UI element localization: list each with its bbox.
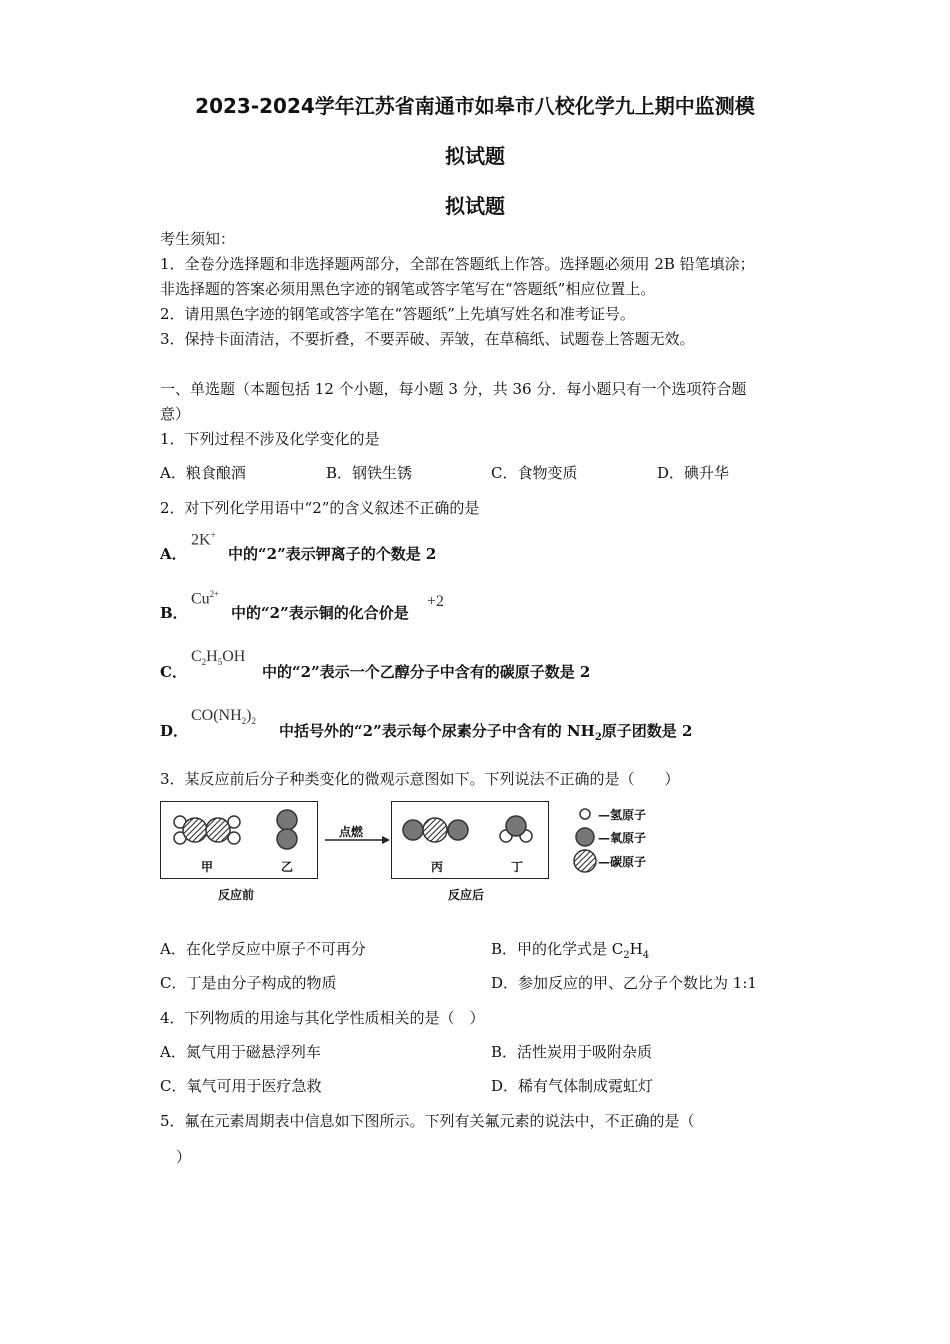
after-label: 反应后 xyxy=(448,888,485,902)
q4-option-b: B．活性炭用于吸附杂质 xyxy=(491,1043,653,1061)
notice-item-3: 3．保持卡面清洁，不要折叠，不要弄破、弄皱，在草稿纸、试题卷上答题无效。 xyxy=(160,330,695,348)
notice-item-1: 1．全卷分选择题和非选择题两部分，全部在答题纸上作答。选择题必须用 2B 铅笔填涂； xyxy=(160,255,755,273)
q2-d-formula: $CO(NH_2)_2$ xyxy=(191,707,256,727)
notice-item-1-cont: 非选择题的答案必须用黑色字迹的钢笔或答字笔写在“答题纸”相应位置上。 xyxy=(160,280,656,298)
exam-title-continued: 拟试题 xyxy=(445,144,505,168)
atom-legend xyxy=(574,809,596,872)
q2-option-b-label: B． xyxy=(160,604,188,622)
q4-option-a: A．氮气用于磁悬浮列车 xyxy=(160,1043,321,1061)
ding-molecule xyxy=(500,816,532,842)
bing-label: 丙 xyxy=(431,860,444,874)
q2-option-a-text: 中的“2”表示钾离子的个数是 2 xyxy=(228,545,437,563)
section-heading-cont: 意） xyxy=(160,405,191,423)
q2-stem: 2．对下列化学用语中“2”的含义叙述不正确的是 xyxy=(160,499,480,517)
q2-option-c-text: 中的“2”表示一个乙醇分子中含有的碳原子数是 2 xyxy=(262,663,591,681)
section-heading: 一、单选题（本题包括 12 个小题，每小题 3 分，共 36 分．每小题只有一个选项符合题 xyxy=(160,380,747,398)
yi-molecule xyxy=(277,810,297,849)
q4-stem: 4．下列物质的用途与其化学性质相关的是（ ） xyxy=(160,1009,485,1027)
q5-stem: 5．氟在元素周期表中信息如下图所示。下列有关氟元素的说法中，不正确的是（ xyxy=(160,1112,695,1130)
q2-c-formula: $C_2H_5OH$ xyxy=(191,648,246,668)
q2-option-a-label: A． xyxy=(160,545,187,563)
exam-subtitle: 拟试题 xyxy=(445,194,505,218)
bing-molecule xyxy=(403,818,468,842)
jia-label: 甲 xyxy=(201,860,214,874)
jia-molecule xyxy=(174,816,240,844)
q2-b-valence: +2 xyxy=(427,593,445,610)
legend-carbon: —碳原子 xyxy=(598,855,647,869)
notice-heading: 考生须知： xyxy=(160,230,236,248)
exam-title: 2023-2024学年江苏省南通市如皋市八校化学九上期中监测模 xyxy=(195,94,755,118)
q5-stem-tail: ） xyxy=(176,1148,192,1166)
q3-stem: 3．某反应前后分子种类变化的微观示意图如下。下列说法不正确的是（ ） xyxy=(160,770,680,788)
ding-label: 丁 xyxy=(511,860,524,874)
q2-option-b-text: 中的“2”表示铜的化合价是 xyxy=(231,604,409,622)
q4-option-d: D．稀有气体制成霓虹灯 xyxy=(491,1077,654,1095)
q2-option-d-text: 中括号外的“2”表示每个尿素分子中含有的 $NH_2$原子团数是 2 xyxy=(279,722,693,743)
q1-option-d: D．碘升华 xyxy=(657,464,730,482)
legend-oxygen: —氧原子 xyxy=(598,831,647,845)
q1-option-b: B．钢铁生锈 xyxy=(326,464,413,482)
notice-item-2: 2．请用黑色字迹的钢笔或答字笔在“答题纸”上先填写姓名和准考证号。 xyxy=(160,305,635,323)
q2-option-d-label: D． xyxy=(160,722,189,740)
q3-option-b: B．甲的化学式是 $C_2H_4$ xyxy=(491,940,650,961)
q3-option-c: C．丁是由分子构成的物质 xyxy=(160,974,337,992)
legend-hydrogen: —氢原子 xyxy=(598,808,647,822)
q1-stem: 1．下列过程不涉及化学变化的是 xyxy=(160,430,380,448)
q4-option-c: C．氧气可用于医疗急救 xyxy=(160,1077,322,1095)
q3-option-d: D．参加反应的甲、乙分子个数比为 1:1 xyxy=(491,974,757,992)
q2-a-formula: 2K+ xyxy=(191,530,216,549)
yi-label: 乙 xyxy=(281,860,294,874)
q1-option-c: C．食物变质 xyxy=(491,464,578,482)
q2-option-c-label: C． xyxy=(160,663,187,681)
q3-option-a: A．在化学反应中原子不可再分 xyxy=(160,940,366,958)
arrow-condition: 点燃 xyxy=(339,825,364,839)
q1-option-a: A．粮食酿酒 xyxy=(160,464,246,482)
before-label: 反应前 xyxy=(218,888,255,902)
q2-b-formula: $Cu^{2+}$ xyxy=(191,589,220,608)
